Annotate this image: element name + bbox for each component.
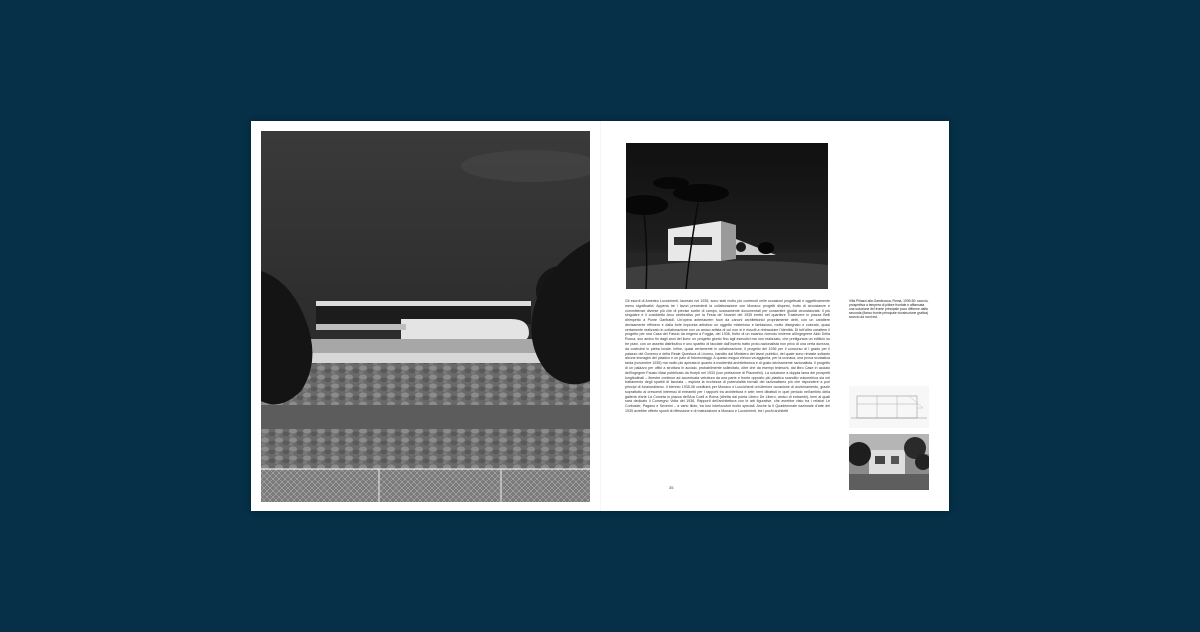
body-text-column xyxy=(625,299,830,489)
page-number: 35 xyxy=(669,485,674,490)
villa-detail-photograph xyxy=(849,434,929,490)
elevation-drawing xyxy=(849,386,929,428)
villa-photograph xyxy=(261,131,590,502)
book-spread xyxy=(251,121,949,511)
body-paragraph: Gli esordi di Amedeo Luccichenti, laureato nel 1935, sono stati molto più contenuti nelle occasioni progettuali e oggettivamente meno significativi. Appena tre i lavori precedenti la collaborazione con Monaco: progetti dispersi, frutto di circostanze e committenze diverse più che di precise scelte di campo, scarsamente documentati per consentire giudizi circostanziati. Il più singolare è il cosiddetto Arco celebrativo per la Festa de' Noantri del 1935 eretto nel quartiere Trastevere in piazza Belli dirimpetto a Ponte Garibaldi. Un'opera anteriaurem fuori da canoni architettonici propriamente detti, con un carattere decisamente effimero e dalla forte impronta artistica: un oggetto misterioso e fantasioso, molto disegnato e colorato, quasi certamente realizzato in collaborazione con un amico artista di cui non si è riusciti a rintracciare l'identità. Di tutt'altro carattere il progetto per una Casa del Fascio da erigersi a Foggia, del 1936, frutto di un incarico ricevuto insieme all'ingegnere Aldo Della Rocca, suo amico fin dagli anni del liceo: un progetto giunto fino agli esecutivi ma non realizzato, che prefigurava un edificio su tre piani, con un assetto distributivo e uno spartito di facciate dall'incerto tratto proto-razionalista non privo di una certa durezza, da costruirsi in pietra locale. Infine, quasi certamente in collaborazione, il progetto del 1936 per il concorso di I grado per il palazzo del Governo e della Reale Questura di Livorno, bandito dal Ministero dei lavori pubblici, del quale sono rimaste soltanto alcune immagini del plastico e un paio di fotomontaggi. A questo esiguo elenco va aggiunta, per la cronaca, una prova scolastica tarda (novembre 1935) ma molto più aprirata in quanto a modernità architettonica e di gusto decisamente razionalista. Il progetto di un palazzo per uffici a struttura in acciaio, probabilmente sollecitato, oltre che da esempi tedeschi, dal libro Case in acciaio dell'ingegner Fausto Masi pubblicato da Hoepli nel 1933 (con prefazione di Piacentini). La soluzione a doppia lama dei prospetti longitudinali – finestre continue ad accentuata vetratura da una parte e fronte opposto più plastico scandito volumetrica sia nel trattamento degli spartiti di facciata – esplora la ricchezza di potenzialità formali del razionalismo più che rispondere a puri principi di funzionalismo. Il biennio 1935-36 costituirà per Monaco e Luccichenti un'ulteriore occasione di avvicinamento, grazie soprattutto ai crescenti interessi di entrambi per i rapporti tra architettura e arte: temi dibattuti in quel periodo nell'ambito della galleria d'arte La Cometa in piazza dell'Ara Coeli a Roma (diretta dal poeta Libero De Libero, amico di entrambi), temi ai quali sarà dedicato il Convegno Volta del 1936, Rapporti dell'architettura con le arti figurative, che avrebbe visto tra i relatori Le Corbusier, Pagano e Severini – a vario titolo, tra loro interlocutori molto speciali. Anche la II Quadriennale nazionale d'arte del 1935 avrebbe offerto spunti di riflessione e di maturazione a Monaco e Luccichenti, tra i pochi architetti xyxy=(625,299,830,413)
book-gutter xyxy=(600,121,601,511)
villa-perspective-painting xyxy=(626,143,828,289)
figure-caption: Villa Pirlasci alla Gambrocca, Roma, 1939-50: scorcio, prospettiva a tempera di pittore frontale e affiancata una soluzione del fronte principale poco difforme dalla seconda (fianco fronte principale ricostruzione grafica) scorcio da nord est. xyxy=(849,299,929,320)
